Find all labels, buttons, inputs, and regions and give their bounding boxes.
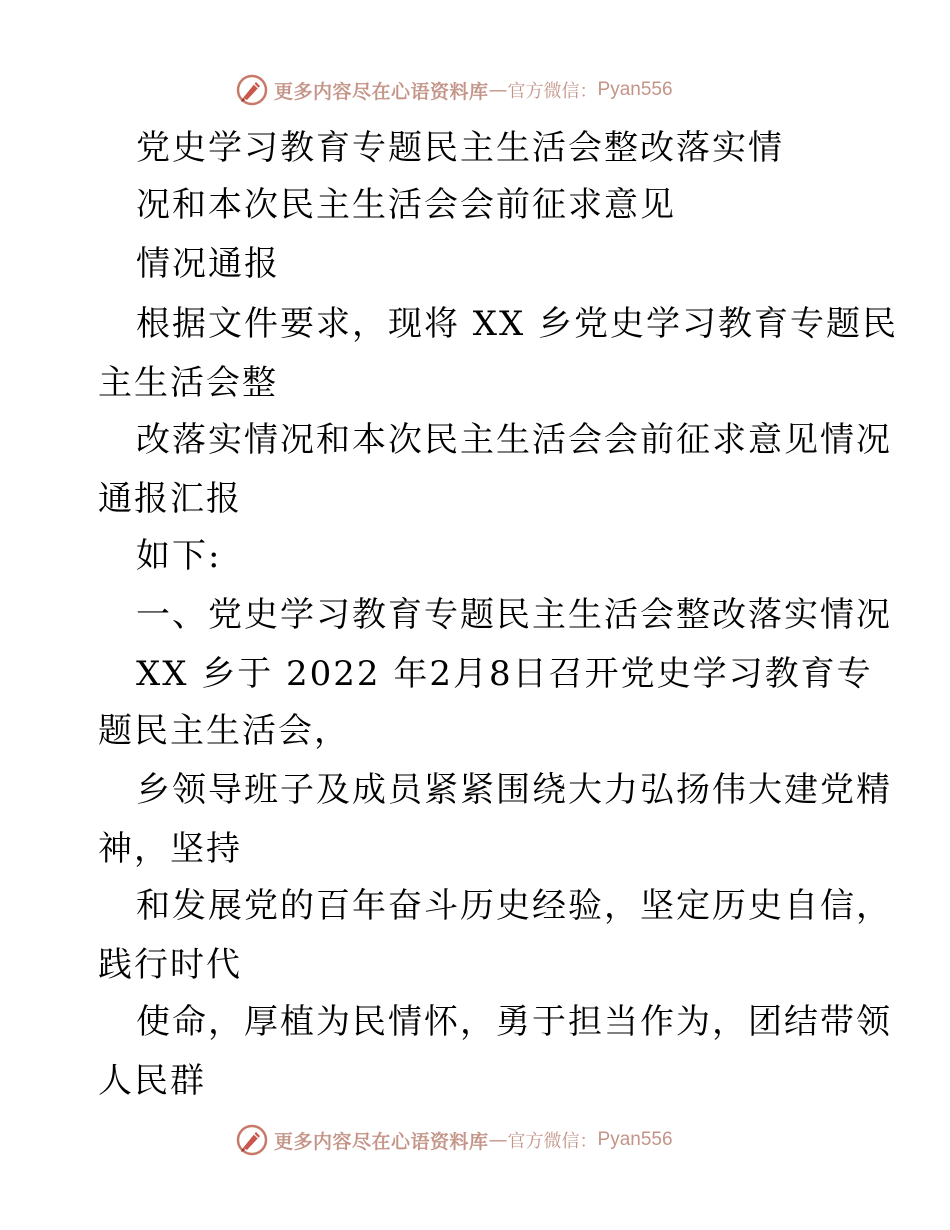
watermark-main-text: 更多内容尽在心语资料库 <box>274 1130 489 1153</box>
document-title-line-2: 况和本次民主生活会会前征求意见 <box>136 185 676 225</box>
paragraph-line: XX 乡于 2022 年2月8日召开党史学习教育专 <box>136 654 873 694</box>
document-title-line-1: 党史学习教育专题民主生活会整改落实情 <box>136 128 784 168</box>
paragraph-line: 主生活会整 <box>98 363 278 403</box>
paragraph-line: 神，坚持 <box>98 829 242 869</box>
paragraph-line: 使命，厚植为民情怀，勇于担当作为，团结带领 <box>136 1002 892 1042</box>
paragraph-line: 改落实情况和本次民主生活会会前征求意见情况 <box>136 420 892 460</box>
document-title-line-3: 情况通报 <box>136 244 280 284</box>
pen-logo-icon <box>234 72 270 108</box>
watermark-wechat-id: Pyan556 <box>597 79 673 100</box>
paragraph-line: 题民主生活会， <box>98 711 350 751</box>
paragraph-line: 乡领导班子及成员紧紧围绕大力弘扬伟大建党精 <box>136 770 892 810</box>
section-heading: 一、党史学习教育专题民主生活会整改落实情况 <box>136 595 892 635</box>
watermark-wechat-label: 官方微信： <box>507 1131 598 1152</box>
watermark-main-text: 更多内容尽在心语资料库 <box>274 80 489 103</box>
paragraph-line: 人民群 <box>98 1061 206 1101</box>
paragraph-line: 通报汇报 <box>98 479 242 519</box>
watermark-separator: — <box>488 79 508 101</box>
watermark-separator: — <box>488 1129 508 1151</box>
paragraph-line: 根据文件要求，现将 XX 乡党史学习教育专题民 <box>136 304 899 344</box>
paragraph-line: 如下: <box>136 536 222 576</box>
header-watermark <box>234 72 673 108</box>
pen-logo-icon <box>234 1122 270 1158</box>
paragraph-line: 践行时代 <box>98 945 242 985</box>
footer-watermark <box>234 1122 673 1158</box>
watermark-wechat-label: 官方微信： <box>507 81 598 102</box>
paragraph-line: 和发展党的百年奋斗历史经验，坚定历史自信， <box>136 886 892 926</box>
watermark-wechat-id: Pyan556 <box>597 1129 673 1150</box>
